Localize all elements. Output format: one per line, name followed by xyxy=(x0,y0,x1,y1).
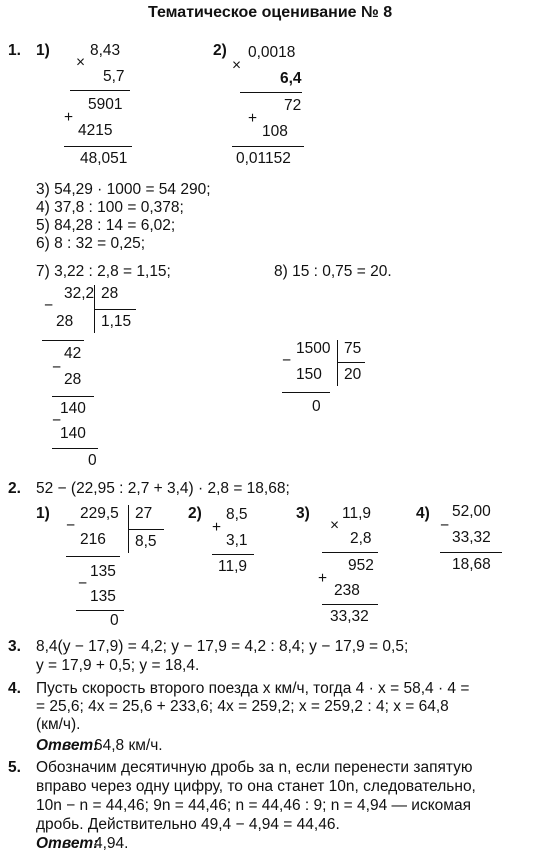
item-label: 1) xyxy=(36,505,50,522)
plus-sign: + xyxy=(248,110,258,127)
task-number: 2. xyxy=(8,480,21,497)
task-number: 1. xyxy=(8,42,21,59)
plus-sign: + xyxy=(318,570,328,587)
task-number: 3. xyxy=(8,638,21,655)
rule-line xyxy=(440,552,502,553)
equation: 7) 3,22 : 2,8 = 1,15; xyxy=(36,263,171,280)
plus-sign: + xyxy=(212,519,222,536)
subtrahend: 135 xyxy=(90,588,116,605)
divisor: 28 xyxy=(101,285,119,302)
item-label: 1) xyxy=(36,42,50,59)
equation: 6) 8 : 32 = 0,25; xyxy=(36,235,146,252)
times-sign: × xyxy=(330,517,340,534)
rule-line xyxy=(52,448,98,449)
minus-sign: − xyxy=(52,359,62,376)
remainder: 0 xyxy=(88,452,97,469)
times-sign: × xyxy=(76,54,86,71)
subtrahend: 33,32 xyxy=(452,529,491,546)
item-label: 2) xyxy=(188,505,202,522)
rule-line xyxy=(337,362,365,363)
partial-product: 108 xyxy=(262,123,288,140)
subtrahend: 150 xyxy=(296,366,322,383)
factor: 0,0018 xyxy=(248,44,296,61)
text-line: дробь. Действительно 49,4 − 4,94 = 44,46. xyxy=(36,816,340,833)
partial-product: 4215 xyxy=(78,122,113,139)
rule-line xyxy=(42,340,84,341)
text-line: Пусть скорость второго поезда x км/ч, тогда 4 · x = 58,4 · 4 = xyxy=(36,680,470,697)
minus-sign: − xyxy=(52,412,62,429)
factor: 8,43 xyxy=(90,42,121,59)
subtrahend: 140 xyxy=(60,425,86,442)
result: 48,051 xyxy=(80,150,128,167)
minus-sign: − xyxy=(440,517,450,534)
rule-line xyxy=(128,529,164,530)
times-sign: × xyxy=(232,57,242,74)
quotient: 8,5 xyxy=(135,533,157,550)
partial-product: 238 xyxy=(334,582,360,599)
minuend: 52,00 xyxy=(452,503,491,520)
rule-line xyxy=(52,396,94,397)
addend: 8,5 xyxy=(226,506,248,523)
subtrahend: 216 xyxy=(80,531,106,548)
partial-product: 5901 xyxy=(88,96,123,113)
factor: 11,9 xyxy=(342,505,372,522)
text-line: Обозначим десятичную дробь за n, если перенести запятую xyxy=(36,759,473,776)
text-line: 8,4(y − 17,9) = 4,2; y − 17,9 = 4,2 : 8,4; y − 17,9 = 0,5; xyxy=(36,638,409,655)
remainder: 42 xyxy=(64,345,82,362)
partial-product: 952 xyxy=(348,557,374,574)
rule-line xyxy=(94,309,136,310)
factor: 2,8 xyxy=(350,530,372,547)
remainder: 135 xyxy=(90,563,116,580)
plus-sign: + xyxy=(64,109,74,126)
result: 11,9 xyxy=(218,558,248,575)
minus-sign: − xyxy=(78,575,88,592)
equation: 3) 54,29 · 1000 = 54 290; xyxy=(36,181,211,198)
rule-line xyxy=(212,554,254,555)
task-number: 5. xyxy=(8,759,21,776)
text-line: вправо через одну цифру, то она станет 10n, следовательно, xyxy=(36,778,476,795)
answer-value: 64,8 км/ч. xyxy=(94,737,163,754)
rule-line xyxy=(66,556,120,557)
text-line: = 25,6; 4x = 25,6 + 233,6; 4x = 259,2; x = 259,2 : 4; x = 64,8 xyxy=(36,698,449,715)
equation: 8) 15 : 0,75 = 20. xyxy=(274,263,392,280)
rule-line xyxy=(232,146,304,147)
result: 33,32 xyxy=(330,608,369,625)
text-line: (км/ч). xyxy=(36,716,81,733)
task-number: 4. xyxy=(8,680,21,697)
rule-line xyxy=(64,146,132,147)
text-line: y = 17,9 + 0,5; y = 18,4. xyxy=(36,657,200,674)
item-label: 4) xyxy=(416,505,430,522)
divisor: 75 xyxy=(344,340,362,357)
item-label: 2) xyxy=(213,42,227,59)
answer-value: 4,94. xyxy=(94,835,129,852)
rule-line xyxy=(322,552,378,553)
answer-label: Ответ: xyxy=(36,835,99,852)
divisor: 27 xyxy=(135,505,153,522)
item-label: 3) xyxy=(296,505,310,522)
partial-product: 72 xyxy=(284,97,302,114)
minus-sign: − xyxy=(282,352,292,369)
rule-line xyxy=(76,610,124,611)
minus-sign: − xyxy=(66,517,76,534)
remainder: 0 xyxy=(110,612,119,629)
answer-label: Ответ: xyxy=(36,737,99,754)
rule-line xyxy=(282,392,330,393)
remainder: 140 xyxy=(60,400,86,417)
equation: 52 − (22,95 : 2,7 + 3,4) · 2,8 = 18,68; xyxy=(36,480,290,497)
dividend: 1500 xyxy=(296,340,331,357)
text-line: 10n − n = 44,46; 9n = 44,46; n = 44,46 : 9; n = 4,94 — искомая xyxy=(36,797,471,814)
factor: 6,4 xyxy=(280,70,302,87)
quotient: 1,15 xyxy=(101,313,132,330)
page-title: Тематическое оценивание № 8 xyxy=(148,4,393,21)
rule-line xyxy=(70,90,130,91)
factor: 5,7 xyxy=(103,68,125,85)
quotient: 20 xyxy=(344,366,362,383)
equation: 4) 37,8 : 100 = 0,378; xyxy=(36,199,184,216)
division-bar xyxy=(337,340,338,386)
result: 18,68 xyxy=(452,556,491,573)
equation: 5) 84,28 : 14 = 6,02; xyxy=(36,217,176,234)
dividend: 32,2 xyxy=(64,285,95,302)
rule-line xyxy=(240,92,302,93)
subtrahend: 28 xyxy=(64,371,82,388)
remainder: 0 xyxy=(312,398,321,415)
minus-sign: − xyxy=(44,297,54,314)
subtrahend: 28 xyxy=(56,313,74,330)
rule-line xyxy=(322,604,378,605)
result: 0,01152 xyxy=(236,150,291,167)
dividend: 229,5 xyxy=(80,505,119,522)
addend: 3,1 xyxy=(226,532,248,549)
